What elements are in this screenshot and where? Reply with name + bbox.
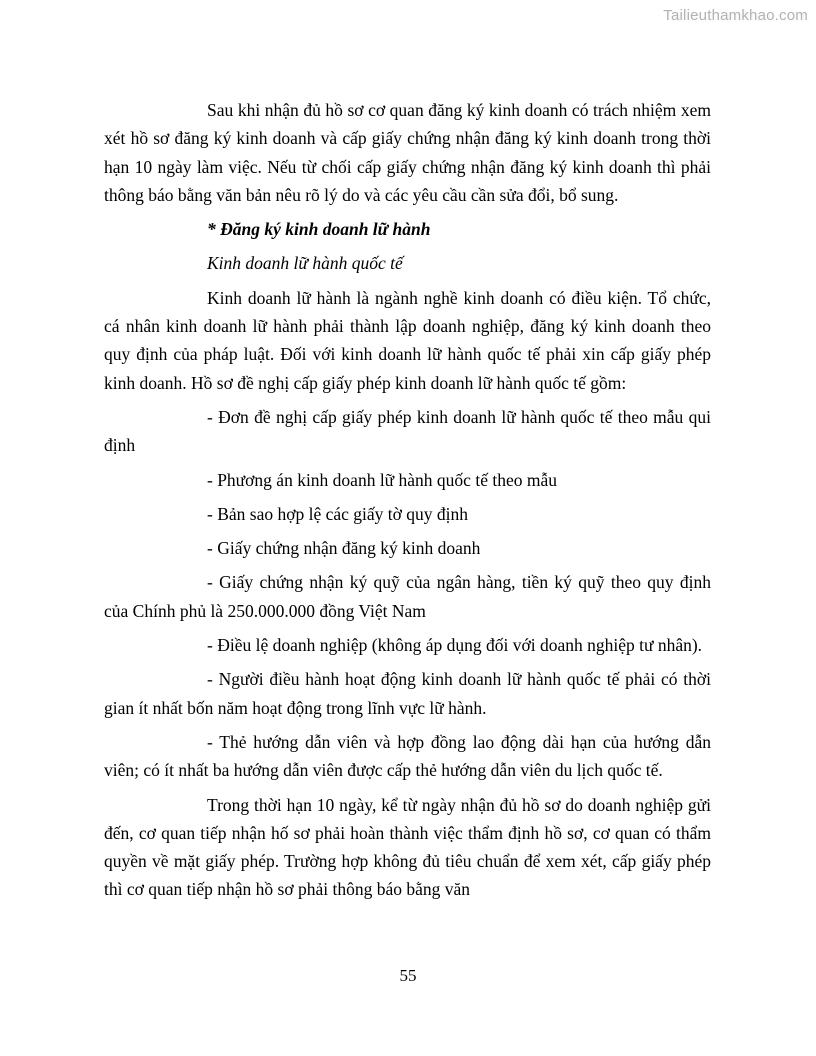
bullet-item: - Giấy chứng nhận ký quỹ của ngân hàng, tiền ký quỹ theo quy định của Chính phủ là 250.000.000 đồng Việt Nam [104, 572, 711, 621]
bullet-item: - Điều lệ doanh nghiệp (không áp dụng đối với doanh nghiệp tư nhân). [207, 635, 703, 656]
watermark: Tailieuthamkhao.com [663, 7, 808, 24]
paragraph: Sau khi nhận đủ hồ sơ cơ quan đăng ký kinh doanh có trách nhiệm xem xét hồ sơ đăng ký kinh doanh và cấp giấy chứng nhận đăng ký kinh doanh trong thời hạn 10 ngày làm việc. Nếu từ chối cấp giấy chứng nhận đăng ký kinh doanh thì phải thông báo bằng văn bản nêu rõ lý do và các yêu cầu cần sửa đổi, bổ sung. [104, 100, 711, 205]
paragraph: Kinh doanh lữ hành là ngành nghề kinh doanh có điều kiện. Tổ chức, cá nhân kinh doanh lữ hành phải thành lập doanh nghiệp, đăng ký kinh doanh theo quy định của pháp luật. Đối với kinh doanh lữ hành quốc tế phải xin cấp giấy phép kinh doanh. Hồ sơ đề nghị cấp giấy phép kinh doanh lữ hành quốc tế gồm: [104, 287, 711, 393]
bullet-item: - Thẻ hướng dẫn viên và hợp đồng lao động dài hạn của hướng dẫn viên; có ít nhất ba hướng dẫn viên được cấp thẻ hướng dẫn viên du lịch quốc tế. [104, 731, 711, 781]
bullet-item: - Giấy chứng nhận đăng ký kinh doanh [207, 538, 481, 559]
page-number: 55 [399, 966, 417, 985]
section-heading: * Đăng ký kinh doanh lữ hành [207, 219, 431, 240]
paragraph: Trong thời hạn 10 ngày, kể từ ngày nhận đủ hồ sơ do doanh nghiệp gửi đến, cơ quan tiếp nhận hố sơ phải hoàn thành việc thẩm định hồ sơ, cơ quan có thẩm quyền về mặt giấy phép. Trường hợp không đủ tiêu chuẩn để xem xét, cấp giấy phép thì cơ quan tiếp nhận hồ sơ phải thông báo bằng văn [104, 794, 711, 900]
bullet-item: - Bản sao hợp lệ các giấy tờ quy định [207, 503, 469, 524]
document-body [104, 96, 711, 910]
bullet-item: - Đơn đề nghị cấp giấy phép kinh doanh lữ hành quốc tế theo mẫu qui định [104, 406, 711, 456]
section-subheading: Kinh doanh lữ hành quốc tế [207, 253, 403, 274]
bullet-item: - Người điều hành hoạt động kinh doanh lữ hành quốc tế phải có thời gian ít nhất bốn năm hoạt động trong lĩnh vực lữ hành. [104, 669, 711, 718]
bullet-item: - Phương án kinh doanh lữ hành quốc tế theo mẫu [207, 469, 557, 490]
